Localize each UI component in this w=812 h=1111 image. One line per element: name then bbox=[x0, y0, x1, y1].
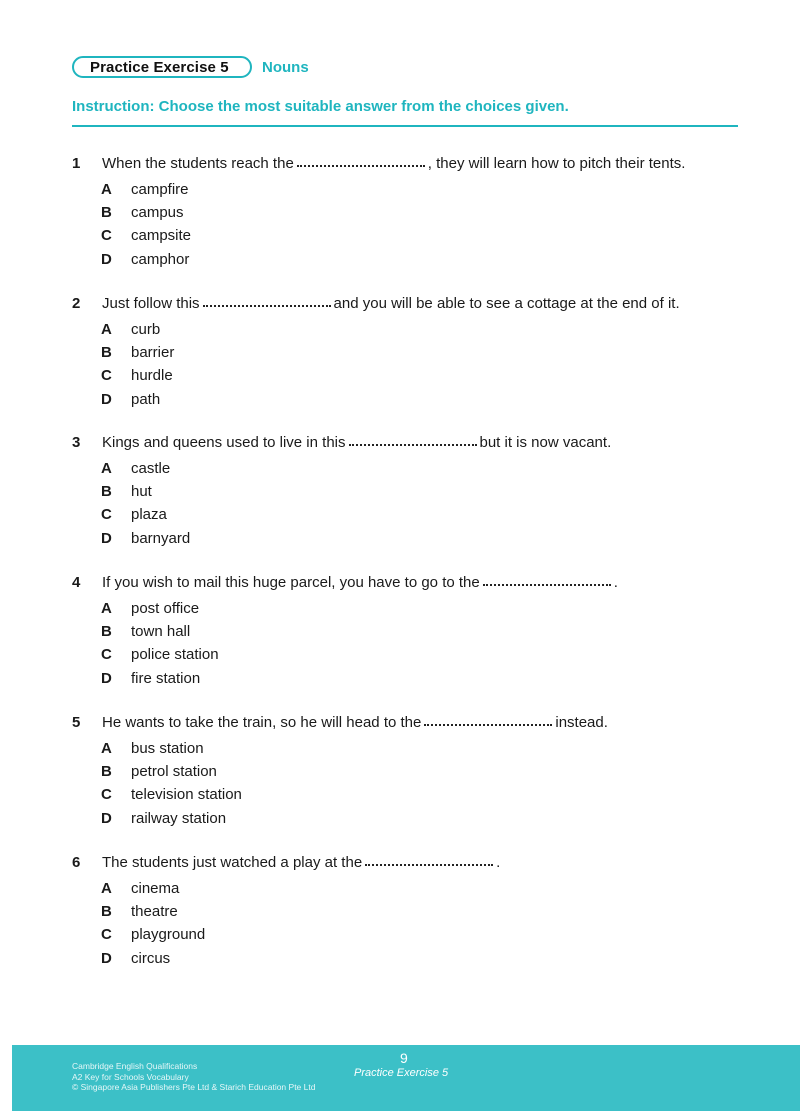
option-letter: D bbox=[101, 390, 112, 408]
option-text: barrier bbox=[131, 344, 175, 362]
option-letter: A bbox=[101, 740, 112, 757]
option-letter: B bbox=[101, 623, 112, 641]
option-letter: C bbox=[101, 926, 112, 944]
option-d[interactable] bbox=[101, 810, 752, 833]
option-letter: D bbox=[101, 809, 112, 827]
option-text: plaza bbox=[131, 506, 167, 524]
answer-options bbox=[101, 181, 752, 274]
page-number: 9 bbox=[400, 1050, 408, 1066]
option-letter: A bbox=[101, 181, 112, 198]
option-text: town hall bbox=[131, 623, 191, 641]
stem-after: . bbox=[496, 854, 501, 871]
stem-before: Kings and queens used to live in this bbox=[102, 434, 346, 451]
option-text: castle bbox=[131, 460, 171, 477]
footer-section: Practice Exercise 5 bbox=[354, 1067, 449, 1079]
option-letter: D bbox=[101, 250, 112, 268]
question-stem bbox=[72, 853, 752, 873]
question-text bbox=[102, 853, 500, 871]
stem-before: He wants to take the train, so he will head to the bbox=[102, 714, 422, 731]
option-d[interactable] bbox=[101, 251, 752, 274]
option-letter: C bbox=[101, 786, 112, 804]
option-d[interactable] bbox=[101, 391, 752, 414]
option-letter: B bbox=[101, 763, 112, 781]
answer-blank bbox=[483, 572, 611, 586]
option-letter: A bbox=[101, 321, 112, 338]
option-text: curb bbox=[131, 321, 161, 338]
topic-title: Nouns bbox=[262, 58, 309, 76]
answer-options bbox=[101, 600, 752, 693]
option-letter: B bbox=[101, 204, 112, 222]
option-b[interactable] bbox=[101, 483, 752, 506]
option-letter: B bbox=[101, 344, 112, 362]
option-letter: D bbox=[101, 529, 112, 547]
footer-credits bbox=[72, 1061, 315, 1093]
question-text bbox=[102, 713, 608, 731]
question-5 bbox=[72, 713, 752, 833]
exercise-label: Practice Exercise 5 bbox=[72, 56, 252, 78]
credit-line: © Singapore Asia Publishers Pte Ltd & Starich Education Pte Ltd bbox=[72, 1082, 316, 1092]
instruction-text: Instruction: Choose the most suitable answer from the choices given. bbox=[72, 98, 569, 115]
option-a[interactable] bbox=[101, 880, 752, 903]
stem-after: and you will be able to see a cottage at the end of it. bbox=[333, 295, 680, 312]
stem-after: . bbox=[613, 574, 618, 591]
question-text bbox=[102, 294, 680, 312]
question-number: 6 bbox=[72, 854, 81, 871]
question-number: 2 bbox=[72, 295, 81, 312]
stem-after: but it is now vacant. bbox=[479, 434, 612, 451]
option-d[interactable] bbox=[101, 950, 752, 973]
question-text bbox=[102, 433, 611, 451]
question-number: 4 bbox=[72, 574, 81, 591]
option-text: post office bbox=[131, 600, 200, 617]
option-d[interactable] bbox=[101, 530, 752, 553]
option-letter: A bbox=[101, 880, 112, 897]
option-letter: C bbox=[101, 506, 112, 524]
answer-blank bbox=[297, 153, 425, 167]
option-letter: B bbox=[101, 483, 112, 501]
answer-blank bbox=[424, 712, 552, 726]
question-stem bbox=[72, 294, 752, 314]
option-text: camphor bbox=[131, 250, 190, 268]
option-text: cinema bbox=[131, 880, 180, 897]
option-text: television station bbox=[131, 786, 242, 804]
credit-line: Cambridge English Qualifications bbox=[72, 1061, 198, 1071]
option-d[interactable] bbox=[101, 670, 752, 693]
option-letter: C bbox=[101, 367, 112, 385]
answer-options bbox=[101, 880, 752, 973]
question-stem bbox=[72, 433, 752, 453]
option-c[interactable] bbox=[101, 646, 752, 669]
option-text: campus bbox=[131, 204, 184, 222]
page-footer bbox=[12, 1045, 800, 1111]
option-text: playground bbox=[131, 926, 206, 944]
question-1 bbox=[72, 154, 752, 274]
answer-options bbox=[101, 740, 752, 833]
option-c[interactable] bbox=[101, 926, 752, 949]
option-b[interactable] bbox=[101, 204, 752, 227]
divider bbox=[72, 125, 738, 127]
option-text: hut bbox=[131, 483, 152, 501]
option-text: path bbox=[131, 390, 161, 408]
option-letter: C bbox=[101, 227, 112, 245]
question-number: 3 bbox=[72, 434, 81, 451]
option-letter: B bbox=[101, 903, 112, 921]
stem-before: When the students reach the bbox=[102, 155, 294, 172]
stem-after: , they will learn how to pitch their tents. bbox=[427, 155, 686, 172]
credit-line: A2 Key for Schools Vocabulary bbox=[72, 1071, 189, 1082]
option-a[interactable] bbox=[101, 181, 752, 204]
option-text: bus station bbox=[131, 740, 204, 757]
exercise-header bbox=[72, 55, 309, 79]
option-b[interactable] bbox=[101, 763, 752, 786]
option-text: petrol station bbox=[131, 763, 217, 781]
answer-options bbox=[101, 321, 752, 414]
stem-before: If you wish to mail this huge parcel, you have to go to the bbox=[102, 574, 480, 591]
option-b[interactable] bbox=[101, 903, 752, 926]
option-b[interactable] bbox=[101, 344, 752, 367]
option-a[interactable] bbox=[101, 321, 752, 344]
option-b[interactable] bbox=[101, 623, 752, 646]
question-stem bbox=[72, 713, 752, 733]
option-letter: C bbox=[101, 646, 112, 664]
option-text: police station bbox=[131, 646, 219, 664]
option-letter: A bbox=[101, 600, 112, 617]
option-a[interactable] bbox=[101, 740, 752, 763]
answer-blank bbox=[203, 293, 331, 307]
answer-blank bbox=[365, 852, 493, 866]
option-letter: D bbox=[101, 949, 112, 967]
option-c[interactable] bbox=[101, 227, 752, 250]
option-a[interactable] bbox=[101, 600, 752, 623]
question-3 bbox=[72, 433, 752, 553]
option-c[interactable] bbox=[101, 506, 752, 529]
option-text: railway station bbox=[131, 809, 227, 827]
option-letter: D bbox=[101, 669, 112, 687]
question-2 bbox=[72, 294, 752, 414]
answer-blank bbox=[349, 432, 477, 446]
option-letter: A bbox=[101, 460, 112, 477]
option-text: campfire bbox=[131, 181, 189, 198]
option-text: fire station bbox=[131, 669, 201, 687]
option-a[interactable] bbox=[101, 460, 752, 483]
question-number: 5 bbox=[72, 714, 81, 731]
stem-before: The students just watched a play at the bbox=[102, 854, 363, 871]
stem-after: instead. bbox=[555, 714, 608, 731]
option-c[interactable] bbox=[101, 786, 752, 809]
option-text: theatre bbox=[131, 903, 178, 921]
question-text bbox=[102, 573, 618, 591]
option-text: hurdle bbox=[131, 367, 173, 385]
option-c[interactable] bbox=[101, 367, 752, 390]
answer-options bbox=[101, 460, 752, 553]
question-4 bbox=[72, 573, 752, 693]
question-stem bbox=[72, 573, 752, 593]
question-text bbox=[102, 154, 685, 172]
question-number: 1 bbox=[72, 155, 81, 172]
stem-before: Just follow this bbox=[102, 295, 200, 312]
option-text: circus bbox=[131, 949, 171, 967]
option-text: campsite bbox=[131, 227, 192, 245]
option-text: barnyard bbox=[131, 529, 191, 547]
question-6 bbox=[72, 853, 752, 973]
question-stem bbox=[72, 154, 752, 174]
